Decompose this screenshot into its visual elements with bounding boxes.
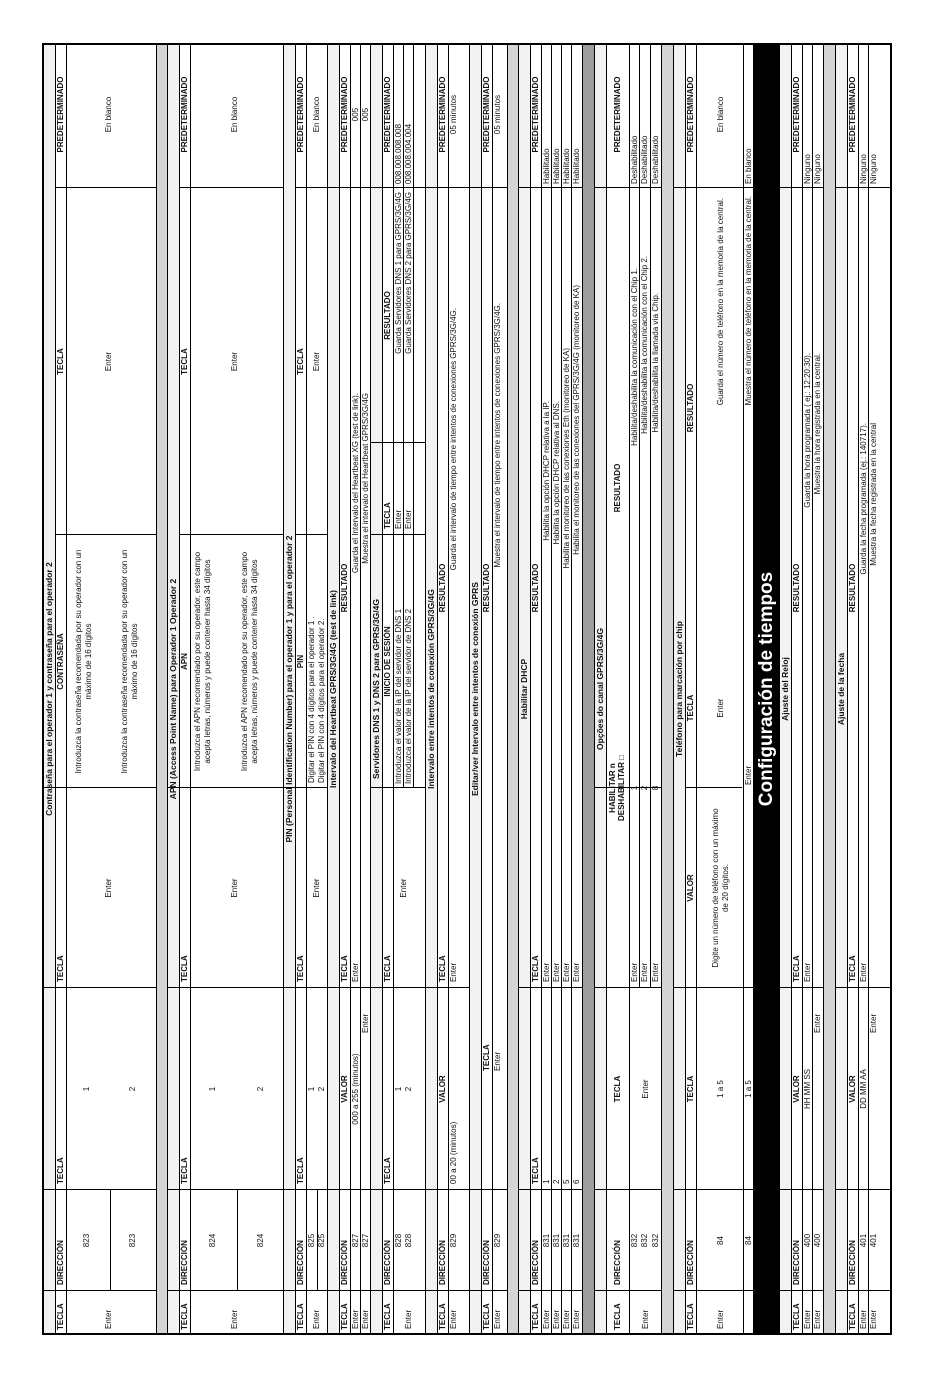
resultado-value: Habilita la opción DHCP relativa al DNS. — [552, 401, 561, 545]
tecla-value: Enter — [394, 509, 403, 529]
header-predeterminado: PREDETERMINADO — [383, 76, 392, 153]
tecla-value: Enter — [640, 962, 649, 982]
tecla-value: Enter — [404, 509, 413, 529]
tecla-value: Enter — [552, 1309, 561, 1329]
resultado-value: Muestra el número de teléfono en la memoria de la central. — [744, 196, 753, 406]
section-clock — [780, 45, 824, 1333]
direccion-value: 832 — [630, 1233, 639, 1248]
tecla-value: Enter — [869, 1309, 878, 1329]
tecla-value: 1 — [542, 1179, 551, 1184]
section-retry-interval — [426, 45, 470, 1333]
resultado-value: Guarda la hora programada ( ej.: 12:20:30). — [803, 353, 812, 508]
header-tecla: TECLA — [180, 1157, 189, 1184]
header-tecla: TECLA — [296, 955, 305, 982]
header-predeterminado: PREDETERMINADO — [531, 76, 540, 153]
tecla-value: Enter — [744, 765, 753, 785]
header-tecla: TECLA — [383, 1157, 392, 1184]
direccion-value: 401 — [859, 1233, 868, 1248]
header-direccion: DIRECCIÓN — [383, 1240, 392, 1285]
resultado-value: Habilita/deshabilita la comunicación con el Chip 1. — [630, 268, 639, 446]
direccion-value: 825 — [317, 1233, 326, 1248]
section-title: Contraseña para el operador 1 y contraseña para el operador 2 — [44, 45, 56, 1333]
section-title: Teléfono para marcación por chip — [674, 45, 686, 1333]
tecla-value: 2 — [256, 1086, 265, 1092]
header-tecla: TECLA — [383, 502, 392, 529]
header-tecla: TECLA — [56, 1303, 65, 1330]
section-title: PIN (Personal Identification Number) para el operador 1 y para el operador 2 — [284, 45, 296, 1333]
header-resultado: RESULTADO — [383, 291, 392, 340]
direccion-value: 824 — [256, 1233, 265, 1248]
direccion-value: 828 — [404, 1233, 413, 1248]
tecla-value: Enter — [651, 962, 660, 982]
header-tecla: TECLA — [296, 348, 305, 375]
header-valor: VALOR — [438, 1075, 447, 1103]
section-title: Ajuste del Reloj — [780, 45, 792, 1333]
tecla-value: Enter — [869, 1013, 878, 1033]
resultado-value: Muestra el intervalo de tiempo entre intentos de conexiones GPRS/3G/4G. — [493, 303, 502, 568]
header-resultado: RESULTADO — [340, 563, 349, 613]
header-tecla: TECLA — [531, 1303, 540, 1330]
header-pin: PIN — [296, 654, 305, 669]
default-value: En blanco — [716, 96, 725, 133]
header-predeterminado: PREDETERMINADO — [792, 76, 801, 153]
direccion-value: 832 — [651, 1233, 660, 1248]
section-dns — [371, 45, 426, 1333]
tecla-value: Enter — [803, 1309, 812, 1329]
section-title: Opções do canal GPRS/3G/4G — [595, 45, 607, 1333]
direccion-value: 831 — [542, 1233, 551, 1248]
tecla-value: Enter — [230, 878, 239, 898]
header-tecla: TECLA — [613, 1303, 622, 1330]
resultado-value: Habilita la opción DHCP relativa a la IP. — [542, 401, 551, 541]
apn-desc: Introduzca el APN recomendado por su operador, este campo acepta letras, números y puede contener hasta 34 dígitos — [240, 551, 259, 772]
header-tecla: TECLA — [686, 1075, 695, 1103]
resultado-value: Habilita el monitoreo de las conexiones del GPRS/3G/4G (monitoreo de KA) — [572, 285, 581, 555]
tecla-value: 1 — [82, 1086, 91, 1092]
section-title: Editar/ver Intervalo entre intentos de conexión GPRS — [470, 45, 482, 1333]
direccion-value: 823 — [82, 1233, 91, 1248]
header-tecla: TECLA — [296, 1303, 305, 1330]
resultado-value: Guarda Servidores DNS 1 para GPRS/3G/4G — [394, 192, 403, 354]
default-value: Ninguno — [859, 154, 868, 184]
default-value: Habilitado — [542, 148, 551, 184]
header-inicio-sesion: INICIO DE SESIÓN — [383, 626, 392, 697]
pin-desc: Digitar el PIN con 4 dígitos para el operador 1 . — [307, 616, 316, 783]
section-apn — [168, 45, 284, 1333]
default-value: Deshabilitado — [651, 135, 660, 184]
tecla-value: Enter — [716, 1309, 725, 1329]
header-contrasena: CONTRASEÑA — [56, 633, 65, 690]
tecla-value: Enter — [230, 351, 239, 372]
header-valor: VALOR — [848, 1075, 857, 1103]
header-resultado: RESULTADO — [482, 563, 491, 613]
default-value: En blanco — [744, 148, 753, 184]
direccion-value: 829 — [449, 1233, 458, 1248]
tecla-value: 2 — [317, 1086, 326, 1092]
tecla-value: Enter — [641, 1309, 650, 1329]
default-value: 008.008.008.008 — [394, 123, 403, 184]
direccion-value: 827 — [361, 1233, 370, 1248]
header-apn: APN — [180, 653, 189, 670]
tecla-value: Enter — [404, 1309, 413, 1329]
direccion-value: 401 — [869, 1233, 878, 1248]
header-direccion: DIRECCIÓN — [340, 1240, 349, 1285]
tecla-value: Enter — [562, 1309, 571, 1329]
direccion-value: 831 — [572, 1233, 581, 1248]
header-tecla: TECLA — [531, 955, 540, 982]
section-banner: Configuración de tiempos — [754, 45, 780, 1333]
header-tecla: TECLA — [340, 1303, 349, 1330]
header-tecla: TECLA — [848, 1303, 857, 1330]
section-heartbeat — [328, 45, 371, 1333]
header-tecla: TECLA — [56, 1157, 65, 1184]
header-tecla: TECLA — [180, 955, 189, 982]
direccion-value: 828 — [394, 1233, 403, 1248]
tecla-value: Enter — [716, 698, 725, 718]
tecla-value: Enter — [542, 962, 551, 982]
header-tecla: TECLA — [56, 348, 65, 375]
default-value: Ninguno — [813, 154, 822, 184]
tecla-value: 5 — [562, 1179, 571, 1184]
tecla-value: 2 — [552, 1179, 561, 1184]
header-direccion: DIRECCIÓN — [686, 1240, 695, 1285]
resultado-value: Muestra el intervalo del Heartbeat GPRS/3G/4G — [361, 393, 370, 564]
tecla-value: Enter — [361, 1309, 370, 1329]
header-valor: VALOR — [686, 874, 695, 902]
tecla-value: Enter — [641, 1079, 650, 1099]
valor-value: Digite un número de teléfono con un máximo de 20 dígitos. — [711, 808, 730, 968]
tecla-value: Enter — [399, 878, 408, 898]
tecla-value: Enter — [230, 1309, 239, 1329]
default-value: 05 minutos — [493, 94, 502, 135]
tecla-value: Enter — [859, 1309, 868, 1329]
header-tecla: TECLA — [848, 955, 857, 982]
default-value: 05 minutos — [449, 94, 458, 135]
header-direccion: DIRECCIÓN — [531, 1240, 540, 1285]
valor-value: HH MM SS — [803, 1069, 812, 1109]
direccion-value: 832 — [640, 1233, 649, 1248]
tecla-value: Enter — [552, 962, 561, 982]
header-direccion: DIRECCIÓN — [792, 1240, 801, 1285]
header-tecla: TECLA — [482, 1044, 491, 1071]
header-predeterminado: PREDETERMINADO — [848, 76, 857, 153]
section-title: Intervalo del Heartbeat GPRS/3G/4G (test de link) — [328, 45, 340, 1333]
resultado-value: Guarda el intervalo de tiempo entre intentos de conexiones GPRS/3G/4G. — [449, 308, 458, 571]
tecla-value: Enter — [104, 878, 113, 898]
tecla-value: 6 — [572, 1179, 581, 1184]
section-channel-options — [595, 45, 662, 1333]
contrasena-desc: Introduzca la contraseña recomendada por su operador con un máximo de 16 dígitos — [74, 549, 93, 774]
tecla-value: Enter — [630, 962, 639, 982]
resultado-value: Muestra la fecha registrada en la central — [869, 423, 878, 566]
resultado-value: Guarda Servidores DNS 2 para GPRS/3G/4G — [404, 192, 413, 354]
resultado-value: Habilita el monitoreo de las conexiones Eth (monitoreo de KA) — [562, 348, 571, 569]
apn-desc: Introduzca el APN recomendado por su operador, este campo acepta letras, números y puede contener hasta 34 dígitos — [193, 551, 212, 772]
header-tecla: TECLA — [383, 955, 392, 982]
default-value: Deshabilitado — [640, 135, 649, 184]
header-tecla: TECLA — [340, 955, 349, 982]
resultado-value: Guarda el Intervalo del Heartbeat XG (test de link). — [351, 393, 360, 574]
header-valor: VALOR — [792, 1075, 801, 1103]
section-title: APN (Access Point Name) para Operador 1 Operador 2 — [168, 45, 180, 1333]
header-predeterminado: PREDETERMINADO — [438, 76, 447, 153]
tecla-value: Enter — [312, 878, 321, 898]
header-tecla: TECLA — [531, 1157, 540, 1184]
header-habilitar: HABILITAR n DESHABILITAR □ — [608, 755, 626, 822]
tecla-value: 2 — [128, 1086, 137, 1092]
tecla-value: Enter — [542, 1309, 551, 1329]
tecla-value: Enter — [493, 1051, 502, 1071]
habilitar-value: 8 — [651, 785, 660, 791]
default-value: En blanco — [312, 96, 321, 133]
tecla-value: 1 — [208, 1086, 217, 1092]
tecla-value: Enter — [361, 1013, 370, 1033]
section-title: Intervalo entre intentos de conexión GPRS/3G/4G — [426, 45, 438, 1333]
section-title: Ajuste de la fecha — [836, 45, 848, 1333]
default-value: En blanco — [230, 96, 239, 133]
tecla-value: Enter — [351, 1309, 360, 1329]
tecla-value: 1 — [307, 1086, 316, 1092]
tecla-value: 2 — [404, 1086, 413, 1092]
default-value: Ninguno — [803, 154, 812, 184]
header-tecla: TECLA — [686, 694, 695, 722]
header-tecla: TECLA — [438, 955, 447, 982]
resultado-value: Guarda el número de teléfono en la memoria de la central. — [716, 198, 725, 406]
header-tecla: TECLA — [792, 1303, 801, 1330]
section-title: Servidores DNS 1 y DNS 2 para GPRS/3G/4G — [371, 45, 383, 1333]
direccion-value: 824 — [208, 1233, 217, 1248]
default-value: 005 — [361, 107, 370, 122]
resultado-value: Habilita/deshabilita la llamada vía Chip. — [651, 293, 660, 433]
direccion-value: 400 — [803, 1233, 812, 1248]
tecla-value: Enter — [572, 1309, 581, 1329]
resultado-value: Guarda la fecha programada (ej.: 140717). — [859, 423, 868, 575]
tecla-value: Enter — [312, 351, 321, 372]
default-value: En blanco — [104, 96, 113, 133]
habilitar-value: 2 — [640, 785, 649, 791]
section-chip-phone — [674, 45, 754, 1333]
header-valor: VALOR — [340, 1075, 349, 1103]
header-resultado: RESULTADO — [613, 463, 622, 513]
direccion-value: 829 — [493, 1233, 502, 1248]
tecla-value: Enter — [572, 962, 581, 982]
tecla-value: Enter — [104, 1309, 113, 1329]
section-date — [836, 45, 890, 1333]
header-direccion: DIRECCIÓN — [56, 1240, 65, 1285]
header-resultado: RESULTADO — [531, 563, 540, 613]
section-pin — [284, 45, 328, 1333]
direccion-value: 831 — [562, 1233, 571, 1248]
default-value: 008.008.004.004 — [404, 123, 413, 184]
header-predeterminado: PREDETERMINADO — [686, 76, 695, 153]
tecla-value: Enter — [813, 1309, 822, 1329]
default-value: Ninguno — [869, 154, 878, 184]
direccion-value: 84 — [744, 1236, 753, 1245]
direccion-value: 84 — [716, 1236, 725, 1245]
header-tecla: TECLA — [56, 955, 65, 982]
header-predeterminado: PREDETERMINADO — [482, 76, 491, 153]
valor-value: 000 a 255 (minutos) — [351, 1053, 360, 1125]
tecla-value: Enter — [449, 962, 458, 982]
header-resultado: RESULTADO — [438, 563, 447, 613]
header-tecla: TECLA — [383, 1303, 392, 1330]
header-tecla: TECLA — [438, 1303, 447, 1330]
default-value: Habilitado — [572, 148, 581, 184]
header-tecla: TECLA — [180, 348, 189, 375]
header-predeterminado: PREDETERMINADO — [180, 76, 189, 153]
header-direccion: DIRECCIÓN — [482, 1240, 491, 1285]
header-resultado: RESULTADO — [686, 383, 695, 433]
header-tecla: TECLA — [613, 1075, 622, 1103]
resultado-value: Muestra la hora registrada en la central. — [813, 353, 822, 495]
contrasena-desc: Introduzca la contraseña recomendada por su operador con un máximo de 16 dígitos — [120, 549, 139, 774]
default-value: Habilitado — [562, 148, 571, 184]
direccion-value: 831 — [552, 1233, 561, 1248]
section-title: Habilitar DHCP — [519, 45, 531, 1333]
header-tecla: TECLA — [686, 1303, 695, 1330]
tecla-value: 1 a 5 — [716, 1080, 725, 1098]
manual-page — [42, 43, 892, 1335]
resultado-value: Habilita/deshabilita la comunicación con el Chip 2. — [640, 256, 649, 434]
valor-value: DD MM AA — [859, 1069, 868, 1109]
header-resultado: RESULTADO — [848, 563, 857, 613]
tecla-value: Enter — [351, 962, 360, 982]
direccion-value: 825 — [307, 1233, 316, 1248]
tecla-value: Enter — [449, 1309, 458, 1329]
direccion-value: 823 — [128, 1233, 137, 1248]
tecla-value: Enter — [104, 351, 113, 372]
direccion-value: 827 — [351, 1233, 360, 1248]
default-value: Habilitado — [552, 148, 561, 184]
header-tecla: TECLA — [482, 1303, 491, 1330]
inicio-sesion-desc: Introduzca el valor de la IP del servidor de DNS 1 — [394, 608, 403, 784]
header-resultado: RESULTADO — [792, 563, 801, 613]
header-tecla: TECLA — [296, 1157, 305, 1184]
header-predeterminado: PREDETERMINADO — [296, 76, 305, 153]
header-direccion: DIRECCIÓN — [613, 1240, 622, 1285]
section-dhcp — [519, 45, 583, 1333]
header-tecla: TECLA — [180, 1303, 189, 1330]
direccion-value: 400 — [813, 1233, 822, 1248]
section-password — [44, 45, 157, 1333]
section-view-interval — [470, 45, 508, 1333]
valor-value: 00 a 20 (minutos) — [449, 1121, 458, 1184]
header-direccion: DIRECCIÓN — [296, 1240, 305, 1285]
tecla-value: 1 — [394, 1086, 403, 1092]
tecla-value: Enter — [312, 1309, 321, 1329]
header-predeterminado: PREDETERMINADO — [613, 76, 622, 153]
default-value: 005 — [351, 107, 360, 122]
habilitar-value: 1 — [630, 785, 639, 791]
header-direccion: DIRECCIÓN — [438, 1240, 447, 1285]
tecla-value: Enter — [859, 962, 868, 982]
header-predeterminado: PREDETERMINADO — [56, 76, 65, 153]
tecla-value: Enter — [493, 1309, 502, 1329]
tecla-value: Enter — [803, 962, 812, 982]
tecla-value: Enter — [813, 1013, 822, 1033]
header-direccion: DIRECCIÓN — [180, 1240, 189, 1285]
header-predeterminado: PREDETERMINADO — [340, 76, 349, 153]
header-direccion: DIRECCIÓN — [848, 1240, 857, 1285]
default-value: Deshabilitado — [630, 135, 639, 184]
header-tecla: TECLA — [792, 955, 801, 982]
tecla-value: 1 a 5 — [744, 1080, 753, 1098]
inicio-sesion-desc: Introduzca el valor de la IP del servidor de DNS 2 — [404, 608, 413, 784]
pin-desc: Digitar el PIN con 4 dígitos para el operador 2. — [317, 618, 326, 783]
tecla-value: Enter — [562, 962, 571, 982]
